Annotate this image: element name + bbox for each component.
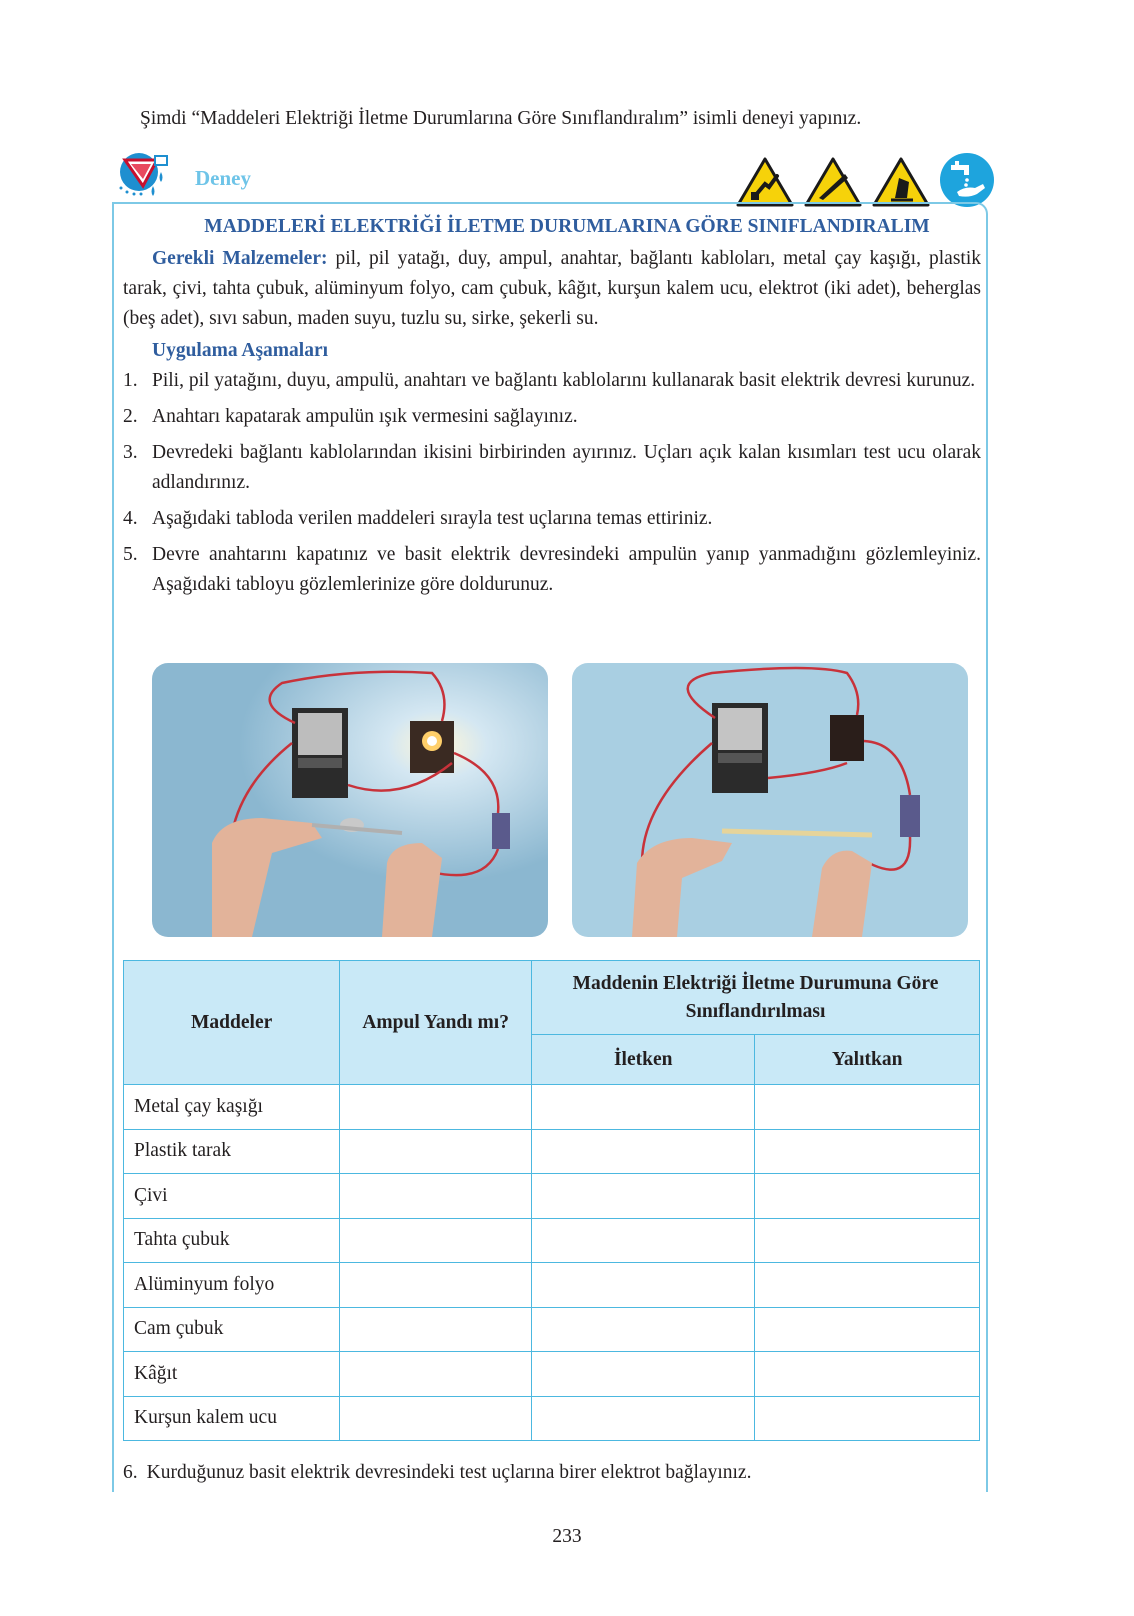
observation-table xyxy=(123,960,980,1441)
experiment-title: MADDELERİ ELEKTRİĞİ İLETME DURUMLARINA GÖRE SINIFLANDIRALIM xyxy=(204,216,930,237)
answer-cell[interactable] xyxy=(755,1396,980,1441)
photo-circuit-unlit xyxy=(572,663,968,937)
step-text: Devredeki bağlantı kablolarından ikisini birbirinden ayırınız. Uçları açık kalan kısımları test ucu olarak adlandırınız. xyxy=(152,442,981,493)
intro-text: Şimdi “Maddeleri Elektriği İletme Durumlarına Göre Sınıflandıralım” isimli deneyi yapınız. xyxy=(140,108,862,129)
hot-surface-icon xyxy=(871,156,931,208)
col-header-iletken: İletken xyxy=(531,1035,754,1085)
answer-cell[interactable] xyxy=(340,1396,532,1441)
step-text: Devre anahtarını kapatınız ve basit elektrik devresindeki ampulün yanıp yanmadığını gözlemleyiniz. Aşağıdaki tabloyu gözlemlerinize göre doldurunuz. xyxy=(152,544,981,595)
step-item xyxy=(123,366,981,396)
steps-heading: Uygulama Aşamaları xyxy=(152,340,329,361)
materials-paragraph xyxy=(123,244,981,334)
answer-cell[interactable] xyxy=(531,1396,754,1441)
answer-cell[interactable] xyxy=(531,1263,754,1308)
answer-cell[interactable] xyxy=(531,1218,754,1263)
page-number: 233 xyxy=(552,1526,582,1547)
electric-hazard-icon xyxy=(735,156,795,208)
section-label: Deney xyxy=(195,166,251,190)
table-row xyxy=(124,1263,980,1308)
table-row xyxy=(124,1307,980,1352)
experiment-icon xyxy=(117,152,171,200)
answer-cell[interactable] xyxy=(340,1174,532,1219)
table-row xyxy=(124,1174,980,1219)
answer-cell[interactable] xyxy=(755,1263,980,1308)
photo-circuit-lit xyxy=(152,663,548,937)
col-header-yalitkan: Yalıtkan xyxy=(755,1035,980,1085)
material-cell: Kâğıt xyxy=(124,1352,340,1397)
table-row xyxy=(124,1085,980,1130)
step-item xyxy=(123,504,981,534)
step-number: 2. xyxy=(123,406,138,427)
material-cell: Kurşun kalem ucu xyxy=(124,1396,340,1441)
answer-cell[interactable] xyxy=(531,1352,754,1397)
answer-cell[interactable] xyxy=(340,1307,532,1352)
step-6 xyxy=(123,1462,751,1484)
col-header-ampul: Ampul Yandı mı? xyxy=(340,961,532,1085)
step-number: 5. xyxy=(123,544,138,565)
step-item xyxy=(123,402,981,432)
material-cell: Çivi xyxy=(124,1174,340,1219)
answer-cell[interactable] xyxy=(340,1263,532,1308)
step-number: 1. xyxy=(123,370,138,391)
answer-cell[interactable] xyxy=(340,1218,532,1263)
materials-text: pil, pil yatağı, duy, ampul, anahtar, bağlantı kabloları, metal çay kaşığı, plastik tarak, çivi, tahta çubuk, alüminyum folyo, cam çubuk, kâğıt, kurşun kalem ucu, elektrot (iki adet), beherglas (beş adet), sıvı sabun, maden suyu, tuzlu su, sirke, şekerli su. xyxy=(123,248,981,329)
answer-cell[interactable] xyxy=(755,1352,980,1397)
answer-cell[interactable] xyxy=(340,1129,532,1174)
col-header-classification: Maddenin Elektriği İletme Durumuna Göre Sınıflandırılması xyxy=(531,961,979,1035)
material-cell: Metal çay kaşığı xyxy=(124,1085,340,1130)
answer-cell[interactable] xyxy=(755,1218,980,1263)
answer-cell[interactable] xyxy=(340,1085,532,1130)
answer-cell[interactable] xyxy=(531,1174,754,1219)
answer-cell[interactable] xyxy=(755,1129,980,1174)
step-text: Pili, pil yatağını, duyu, ampulü, anahtarı ve bağlantı kablolarını kullanarak basit elektrik devresi kurunuz. xyxy=(152,370,976,391)
answer-cell[interactable] xyxy=(531,1307,754,1352)
answer-cell[interactable] xyxy=(755,1174,980,1219)
step-number: 4. xyxy=(123,508,138,529)
table-row xyxy=(124,1352,980,1397)
answer-cell[interactable] xyxy=(755,1085,980,1130)
answer-cell[interactable] xyxy=(755,1307,980,1352)
sharp-object-icon xyxy=(803,156,863,208)
col-header-maddeler: Maddeler xyxy=(124,961,340,1085)
material-cell: Alüminyum folyo xyxy=(124,1263,340,1308)
answer-cell[interactable] xyxy=(531,1129,754,1174)
material-cell: Cam çubuk xyxy=(124,1307,340,1352)
table-row xyxy=(124,1129,980,1174)
step-text: Aşağıdaki tabloda verilen maddeleri sırayla test uçlarına temas ettiriniz. xyxy=(152,508,713,529)
step-number: 3. xyxy=(123,442,138,463)
material-cell: Plastik tarak xyxy=(124,1129,340,1174)
step-number: 6. xyxy=(123,1462,138,1483)
step-text: Anahtarı kapatarak ampulün ışık vermesini sağlayınız. xyxy=(152,406,578,427)
materials-label: Gerekli Malzemeler: xyxy=(152,248,328,269)
answer-cell[interactable] xyxy=(340,1352,532,1397)
material-cell: Tahta çubuk xyxy=(124,1218,340,1263)
steps-list xyxy=(123,366,981,606)
table-row xyxy=(124,1218,980,1263)
table-row xyxy=(124,1396,980,1441)
answer-cell[interactable] xyxy=(531,1085,754,1130)
wash-hands-icon xyxy=(939,152,995,208)
step-item xyxy=(123,438,981,498)
hazard-icons xyxy=(735,152,995,208)
step-item xyxy=(123,540,981,600)
step-text: Kurduğunuz basit elektrik devresindeki test uçlarına birer elektrot bağlayınız. xyxy=(146,1462,752,1483)
